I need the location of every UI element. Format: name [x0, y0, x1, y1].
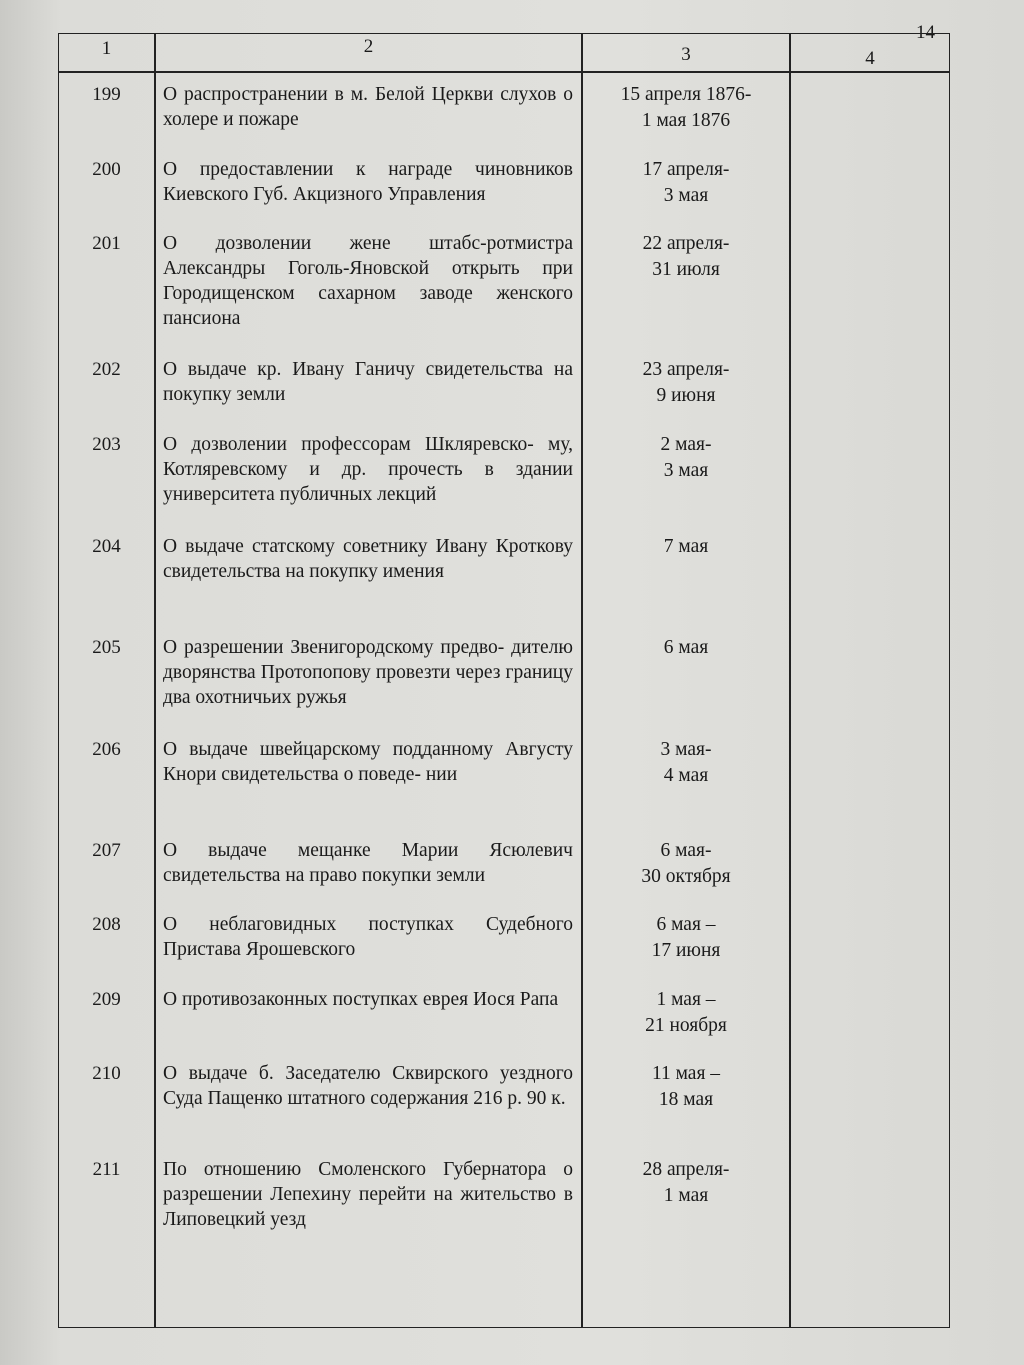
column-header-1: 1: [101, 38, 112, 59]
archive-table: [58, 33, 950, 1328]
row-number: 205: [92, 637, 121, 658]
row-title: О распространении в м. Белой Церкви слухов о холере и пожаре: [163, 84, 573, 130]
row-number: 202: [92, 359, 121, 380]
row-dates: 6 мая: [663, 637, 709, 658]
row-dates: 7 мая: [663, 536, 709, 557]
row-number: 201: [92, 233, 121, 254]
row-number: 199: [92, 84, 121, 105]
row-title: О неблаговидных поступках Судебного Пристава Ярошевского: [163, 914, 573, 960]
column-divider: [154, 34, 156, 1327]
row-title: О выдаче кр. Ивану Ганичу свидетельства на покупку земли: [163, 359, 573, 405]
row-title: О дозволении жене штабс-ротмистра Александры Гоголь-Яновской открыть при Городищенском сахарном заводе женского пансиона: [163, 233, 573, 329]
row-title: О выдаче мещанке Марии Ясюлевич свидетельства на право покупки земли: [163, 840, 573, 886]
row-dates: 2 мая- 3 мая: [660, 434, 712, 481]
column-header-4: 4: [865, 48, 875, 69]
row-title: О выдаче швейцарскому подданному Августу Кнори свидетельства о поведе- нии: [163, 739, 573, 785]
row-number: 203: [92, 434, 121, 455]
row-title: О противозаконных поступках еврея Иося Рапа: [163, 989, 559, 1010]
header-divider: [59, 71, 949, 73]
row-dates: 28 апреля- 1 мая: [642, 1159, 730, 1206]
row-number: 211: [92, 1159, 121, 1180]
row-number: 210: [92, 1063, 121, 1084]
row-number: 209: [92, 989, 121, 1010]
row-dates: 3 мая- 4 мая: [660, 739, 712, 786]
row-dates: 6 мая- 30 октября: [641, 840, 731, 887]
row-title: По отношению Смоленского Губернатора о разрешении Лепехину перейти на жительство в Липовецкий уезд: [163, 1159, 573, 1230]
row-dates: 1 мая – 21 ноября: [645, 989, 727, 1036]
row-dates: 17 апреля- 3 мая: [642, 159, 730, 206]
row-title: О выдаче статскому советнику Ивану Кроткову свидетельства на покупку имения: [163, 536, 573, 582]
column-divider: [581, 34, 583, 1327]
row-dates: 15 апреля 1876- 1 мая 1876: [620, 84, 752, 131]
row-dates: 23 апреля- 9 июня: [642, 359, 730, 406]
row-dates: 22 апреля- 31 июля: [642, 233, 730, 280]
row-number: 204: [92, 536, 121, 557]
row-title: О выдаче б. Заседателю Сквирского уездного Суда Пащенко штатного содержания 216 р. 90 к.: [163, 1063, 573, 1109]
column-header-2: 2: [363, 36, 374, 57]
row-number: 208: [92, 914, 121, 935]
column-divider: [789, 34, 791, 1327]
row-title: О разрешении Звенигородскому предво- дителю дворянства Протопопову провезти через границу два охотничьих ружья: [163, 637, 573, 708]
row-number: 206: [92, 739, 121, 760]
row-number: 200: [92, 159, 121, 180]
row-dates: 11 мая – 18 мая: [651, 1063, 721, 1110]
page-number: 14: [916, 22, 935, 43]
row-number: 207: [92, 840, 121, 861]
row-title: О предоставлении к награде чиновников Киевского Губ. Акцизного Управления: [163, 159, 573, 205]
row-dates: 6 мая – 17 июня: [651, 914, 721, 961]
column-header-3: 3: [681, 44, 691, 65]
row-title: О дозволении профессорам Шкляревско- му, Котляревскому и др. прочесть в здании университета публичных лекций: [163, 434, 573, 505]
